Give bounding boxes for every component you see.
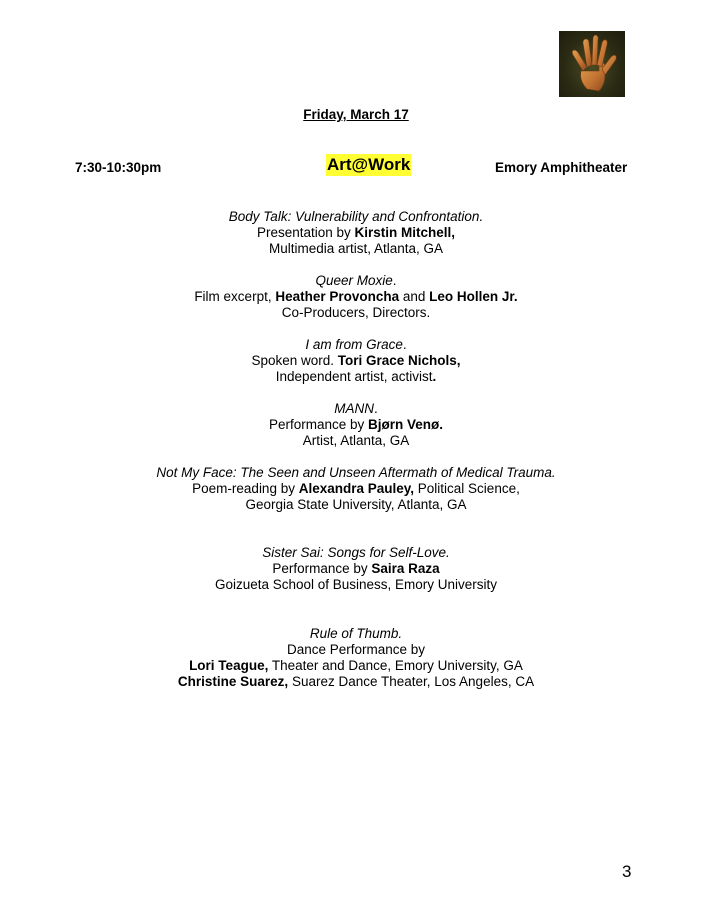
performer-name: Tori Grace Nichols,	[337, 353, 461, 368]
item-title: I am from Grace	[305, 337, 403, 352]
item-title-line: I am from Grace.	[305, 337, 407, 352]
program-item	[0, 545, 712, 593]
item-credit-line: Performance by Bjørn Venø.	[268, 417, 444, 432]
item-credit-line: Performance by Saira Raza	[272, 561, 440, 576]
item-title: Rule of Thumb.	[309, 626, 403, 641]
performer-name: Heather Provoncha	[275, 289, 400, 304]
item-performer-line: Lori Teague, Theater and Dance, Emory University, GA	[189, 658, 523, 673]
item-title: Sister Sai: Songs for Self-Love.	[262, 545, 450, 560]
performer-name: Bjørn Venø.	[368, 417, 444, 432]
item-credit-line: Film excerpt, Heather Provoncha and Leo Hollen Jr.	[194, 289, 518, 304]
hand-logo	[559, 31, 625, 97]
program-item	[0, 337, 712, 385]
program-item	[0, 273, 712, 321]
item-credit-line: Dance Performance by	[286, 642, 426, 657]
item-affiliation-line: Artist, Atlanta, GA	[302, 433, 410, 448]
item-title: Queer Moxie	[315, 273, 393, 288]
item-affiliation-line: Goizueta School of Business, Emory University	[214, 577, 498, 592]
program-item	[0, 401, 712, 449]
item-credit-line: Presentation by Kirstin Mitchell,	[256, 225, 456, 240]
session-title: Art@Work	[327, 155, 411, 174]
performer-name: Leo Hollen Jr.	[429, 289, 518, 304]
performer-name: Alexandra Pauley,	[298, 481, 415, 496]
item-affiliation-line: Independent artist, activist.	[275, 369, 437, 384]
item-title-line: Body Talk: Vulnerability and Confrontation.	[228, 209, 484, 224]
item-title-line: MANN.	[334, 401, 378, 416]
session-time: 7:30-10:30pm	[75, 160, 162, 175]
item-title-line: Queer Moxie.	[315, 273, 397, 288]
item-affiliation-line: Multimedia artist, Atlanta, GA	[268, 241, 444, 256]
item-credit-line: Poem-reading by Alexandra Pauley, Political Science,	[192, 481, 520, 496]
item-credit-line: Spoken word. Tori Grace Nichols,	[251, 353, 461, 368]
item-affiliation-line: Georgia State University, Atlanta, GA	[245, 497, 467, 512]
page-number: 3	[622, 862, 632, 881]
program-item	[0, 209, 712, 257]
performer-name: Christine Suarez,	[177, 674, 289, 689]
date-heading: Friday, March 17	[303, 107, 409, 122]
item-performer-line: Christine Suarez, Suarez Dance Theater, Los Angeles, CA	[177, 674, 535, 689]
performer-name: Kirstin Mitchell,	[354, 225, 456, 240]
performer-name: Saira Raza	[371, 561, 440, 576]
item-affiliation-line: Co-Producers, Directors.	[281, 305, 431, 320]
item-title: Not My Face: The Seen and Unseen Aftermath of Medical Trauma.	[156, 465, 556, 480]
item-title: MANN	[334, 401, 374, 416]
item-title: Body Talk: Vulnerability and Confrontation	[228, 209, 480, 224]
performer-name: Lori Teague,	[189, 658, 269, 673]
session-venue: Emory Amphitheater	[495, 160, 628, 175]
program-item	[0, 465, 712, 513]
open-hand-icon	[559, 31, 625, 97]
program-item	[0, 626, 712, 690]
